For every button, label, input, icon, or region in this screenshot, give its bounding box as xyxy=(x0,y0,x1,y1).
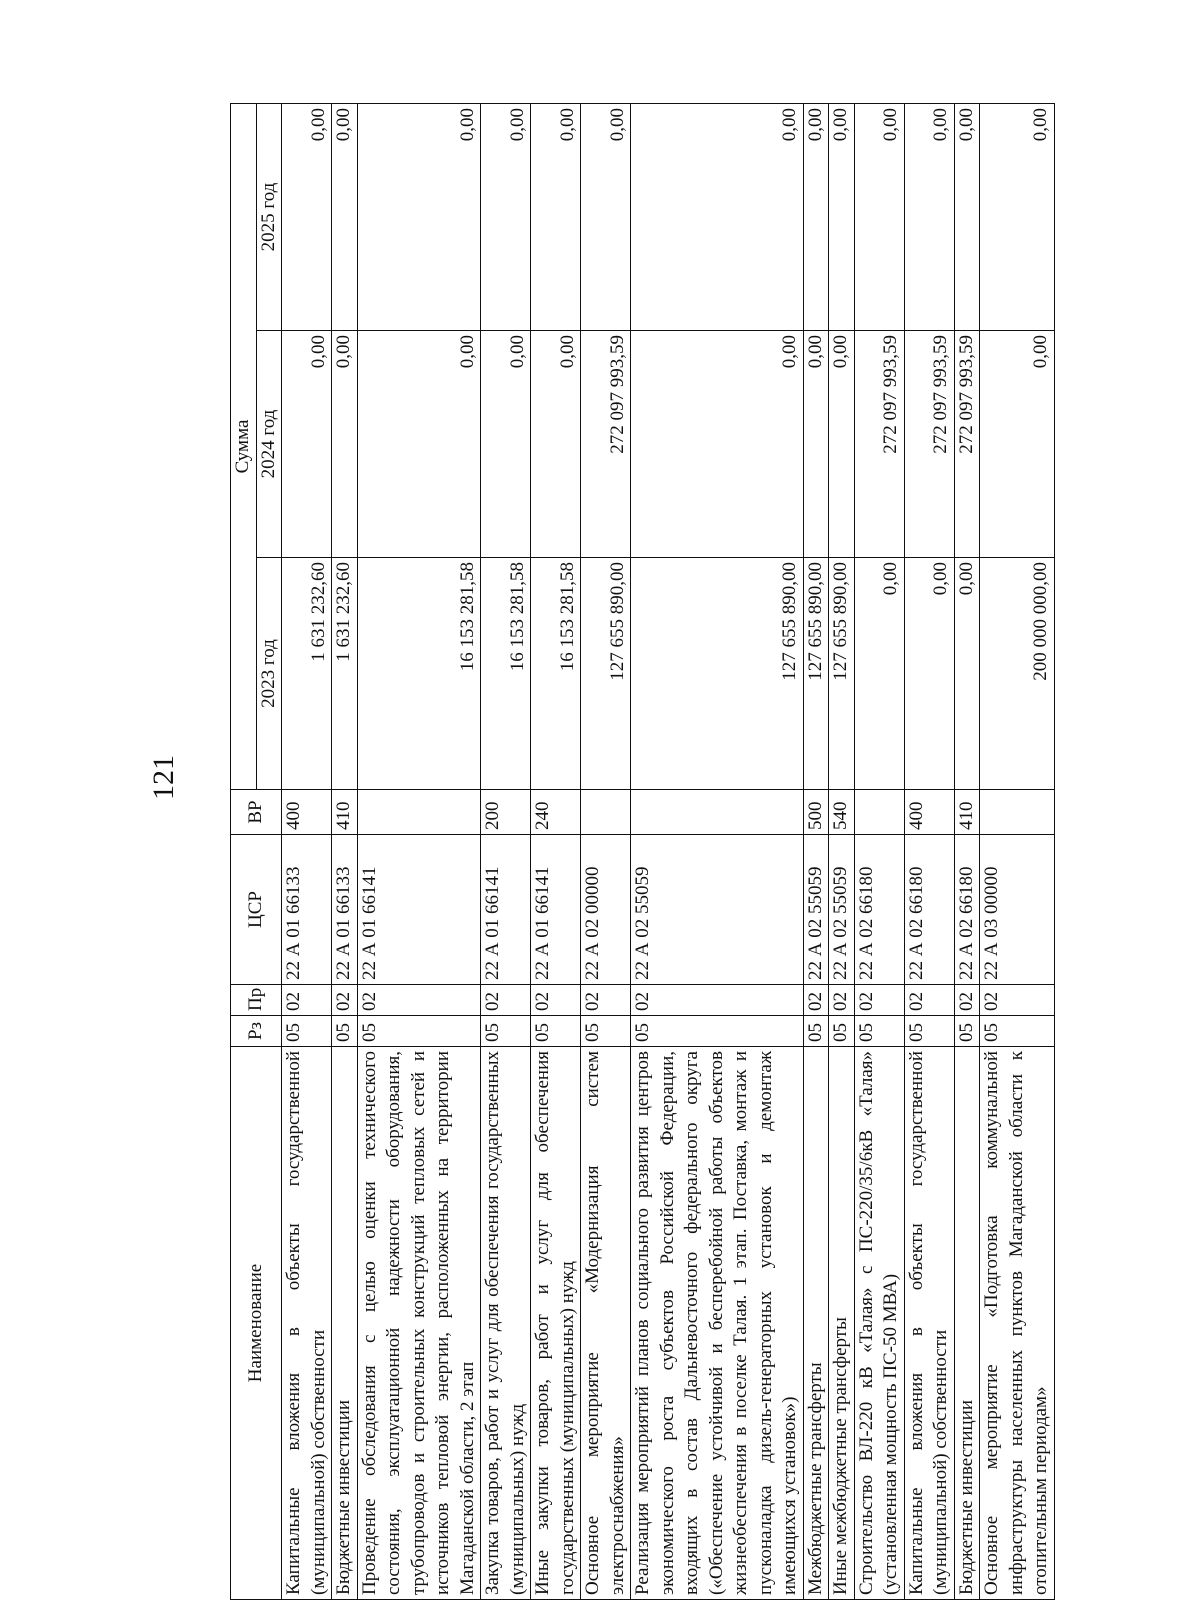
row-rz: 05 xyxy=(581,1016,631,1047)
row-csr: 22 А 01 66141 xyxy=(357,835,481,985)
header-vr: ВР xyxy=(231,790,282,835)
header-rz: Рз xyxy=(231,1016,282,1047)
row-2023: 1 631 232,60 xyxy=(332,558,358,790)
row-2023: 200 000 000,00 xyxy=(980,558,1055,790)
row-vr: 410 xyxy=(954,790,980,835)
row-name: Проведение обследования с целью оценки технического состояния, эксплуатационной надежности оборудования, трубопроводов и строительных конструкций тепловых сетей и источников тепловой энергии, расположенных на территории Магаданской области, 2 этап xyxy=(357,1047,481,1600)
row-pr: 02 xyxy=(581,985,631,1016)
table-row xyxy=(631,104,804,1600)
table-row xyxy=(980,104,1055,1600)
row-pr: 02 xyxy=(854,985,904,1016)
header-name: Наименование xyxy=(231,1047,282,1600)
row-2025: 0,00 xyxy=(904,104,954,331)
row-csr: 22 А 01 66133 xyxy=(282,835,332,985)
row-2023: 0,00 xyxy=(954,558,980,790)
row-2024: 0,00 xyxy=(829,331,855,558)
row-csr: 22 А 02 66180 xyxy=(904,835,954,985)
table-row xyxy=(803,104,829,1600)
row-2023: 16 153 281,58 xyxy=(357,558,481,790)
row-vr xyxy=(980,790,1055,835)
table-row xyxy=(581,104,631,1600)
header-row xyxy=(231,104,257,1600)
table-row xyxy=(829,104,855,1600)
table-row xyxy=(481,104,531,1600)
row-name: Бюджетные инвестиции xyxy=(332,1047,358,1600)
row-2025: 0,00 xyxy=(631,104,804,331)
row-name: Капитальные вложения в объекты государственной (муниципальной) собственности xyxy=(282,1047,332,1600)
header-csr: ЦСР xyxy=(231,835,282,985)
row-name: Иные межбюджетные трансферты xyxy=(829,1047,855,1600)
row-rz: 05 xyxy=(854,1016,904,1047)
row-vr: 200 xyxy=(481,790,531,835)
row-name: Основное мероприятие «Подготовка коммунальной инфраструктуры населенных пунктов Магаданской области к отопительным периодам» xyxy=(980,1047,1055,1600)
row-2024: 0,00 xyxy=(332,331,358,558)
row-pr: 02 xyxy=(980,985,1055,1016)
row-2025: 0,00 xyxy=(854,104,904,331)
row-name: Строительство ВЛ-220 кВ «Талая» с ПС-220/35/6кВ «Талая» (установленная мощность ПС-50 МВА) xyxy=(854,1047,904,1600)
table-row xyxy=(282,104,332,1600)
row-csr: 22 А 02 66180 xyxy=(954,835,980,985)
table-row xyxy=(904,104,954,1600)
row-2023: 127 655 890,00 xyxy=(829,558,855,790)
row-vr xyxy=(581,790,631,835)
row-2024: 272 097 993,59 xyxy=(854,331,904,558)
row-rz: 05 xyxy=(332,1016,358,1047)
table-row xyxy=(954,104,980,1600)
row-csr: 22 А 02 55059 xyxy=(803,835,829,985)
row-csr: 22 А 03 00000 xyxy=(980,835,1055,985)
row-rz: 05 xyxy=(954,1016,980,1047)
row-csr: 22 А 01 66141 xyxy=(531,835,581,985)
table-row xyxy=(332,104,358,1600)
table-row xyxy=(854,104,904,1600)
header-2025: 2025 год xyxy=(256,104,282,331)
row-name: Бюджетные инвестиции xyxy=(954,1047,980,1600)
row-rz: 05 xyxy=(481,1016,531,1047)
row-vr: 400 xyxy=(904,790,954,835)
table-row xyxy=(357,104,481,1600)
row-2023: 127 655 890,00 xyxy=(803,558,829,790)
page-number: 121 xyxy=(147,755,180,800)
row-csr: 22 А 02 55059 xyxy=(631,835,804,985)
row-2023: 16 153 281,58 xyxy=(481,558,531,790)
table-body xyxy=(282,104,1055,1600)
row-rz: 05 xyxy=(803,1016,829,1047)
row-name: Закупка товаров, работ и услуг для обеспечения государственных (муниципальных) нужд xyxy=(481,1047,531,1600)
row-csr: 22 А 01 66133 xyxy=(332,835,358,985)
row-pr: 02 xyxy=(332,985,358,1016)
row-vr: 540 xyxy=(829,790,855,835)
row-name: Межбюджетные трансферты xyxy=(803,1047,829,1600)
row-csr: 22 А 01 66141 xyxy=(481,835,531,985)
row-rz: 05 xyxy=(829,1016,855,1047)
rotated-table-wrapper xyxy=(230,104,1170,1600)
row-2025: 0,00 xyxy=(332,104,358,331)
row-name: Иные закупки товаров, работ и услуг для обеспечения государственных (муниципальных) нужд xyxy=(531,1047,581,1600)
row-2025: 0,00 xyxy=(980,104,1055,331)
row-2025: 0,00 xyxy=(954,104,980,331)
row-pr: 02 xyxy=(282,985,332,1016)
row-pr: 02 xyxy=(531,985,581,1016)
row-2024: 0,00 xyxy=(282,331,332,558)
row-csr: 22 А 02 00000 xyxy=(581,835,631,985)
row-rz: 05 xyxy=(282,1016,332,1047)
header-sum: Сумма xyxy=(231,104,257,790)
row-2025: 0,00 xyxy=(481,104,531,331)
row-vr xyxy=(631,790,804,835)
row-rz: 05 xyxy=(980,1016,1055,1047)
row-vr: 400 xyxy=(282,790,332,835)
row-2024: 0,00 xyxy=(803,331,829,558)
row-2024: 0,00 xyxy=(631,331,804,558)
row-2025: 0,00 xyxy=(829,104,855,331)
row-vr: 500 xyxy=(803,790,829,835)
row-name: Реализация мероприятий планов социального развития центров экономического роста субъектов Российской Федерации, входящих в состав Дальневосточного федерального округа («Обеспечение устойчивой и бесперебойной работы объектов жизнеобеспечения в поселке Талая. 1 этап. Поставка, монтаж и пусконаладка дизель-генераторных установок и демонтаж имеющихся установок») xyxy=(631,1047,804,1600)
header-2023: 2023 год xyxy=(256,558,282,790)
row-2025: 0,00 xyxy=(282,104,332,331)
row-2024: 0,00 xyxy=(357,331,481,558)
header-2024: 2024 год xyxy=(256,331,282,558)
row-2025: 0,00 xyxy=(357,104,481,331)
row-rz: 05 xyxy=(531,1016,581,1047)
row-pr: 02 xyxy=(631,985,804,1016)
row-2023: 127 655 890,00 xyxy=(631,558,804,790)
row-2024: 0,00 xyxy=(531,331,581,558)
row-vr xyxy=(854,790,904,835)
row-pr: 02 xyxy=(357,985,481,1016)
row-2025: 0,00 xyxy=(803,104,829,331)
row-pr: 02 xyxy=(481,985,531,1016)
row-2024: 0,00 xyxy=(980,331,1055,558)
row-csr: 22 А 02 55059 xyxy=(829,835,855,985)
table-row xyxy=(531,104,581,1600)
row-pr: 02 xyxy=(829,985,855,1016)
row-2024: 0,00 xyxy=(481,331,531,558)
row-2025: 0,00 xyxy=(531,104,581,331)
row-rz: 05 xyxy=(904,1016,954,1047)
row-pr: 02 xyxy=(904,985,954,1016)
row-pr: 02 xyxy=(954,985,980,1016)
row-rz: 05 xyxy=(631,1016,804,1047)
header-pr: Пр xyxy=(231,985,282,1016)
row-name: Основное мероприятие «Модернизация систем электроснабжения» xyxy=(581,1047,631,1600)
row-2024: 272 097 993,59 xyxy=(904,331,954,558)
row-csr: 22 А 02 66180 xyxy=(854,835,904,985)
row-vr: 410 xyxy=(332,790,358,835)
row-vr: 240 xyxy=(531,790,581,835)
row-2025: 0,00 xyxy=(581,104,631,331)
row-vr xyxy=(357,790,481,835)
row-2023: 1 631 232,60 xyxy=(282,558,332,790)
row-2023: 0,00 xyxy=(904,558,954,790)
row-rz: 05 xyxy=(357,1016,481,1047)
row-2024: 272 097 993,59 xyxy=(954,331,980,558)
budget-table xyxy=(230,103,1055,1600)
row-2023: 0,00 xyxy=(854,558,904,790)
row-2023: 16 153 281,58 xyxy=(531,558,581,790)
row-pr: 02 xyxy=(803,985,829,1016)
row-2023: 127 655 890,00 xyxy=(581,558,631,790)
row-name: Капитальные вложения в объекты государственной (муниципальной) собственности xyxy=(904,1047,954,1600)
row-2024: 272 097 993,59 xyxy=(581,331,631,558)
